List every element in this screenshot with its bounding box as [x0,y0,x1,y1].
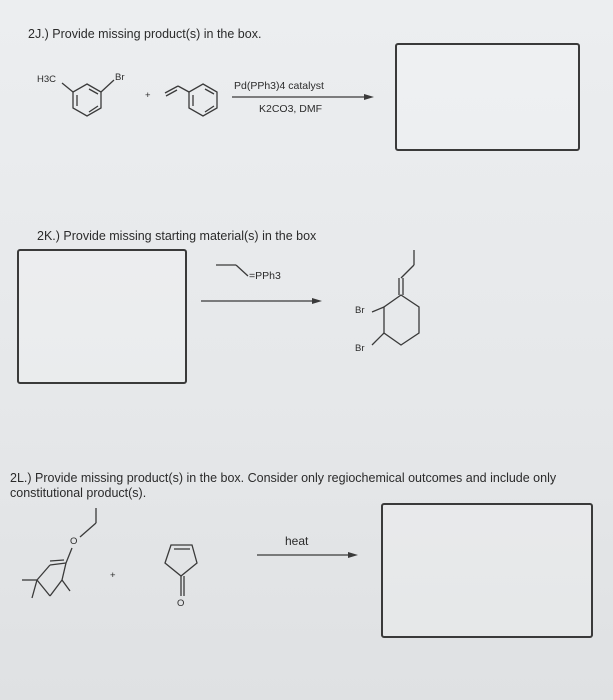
plus-sign: + [145,90,151,101]
bromo-top-label: Br [355,305,365,316]
question-2j-prompt: 2J.) Provide missing product(s) in the box. [28,27,262,41]
question-2l-prompt: 2L.) Provide missing product(s) in the box. Consider only regiochemical outcomes and include only constitutional product(s). [10,471,557,500]
ether-oxygen-label: O [70,536,78,547]
ylide-label: =PPh3 [249,270,281,282]
base-solvent-label: K2CO3, DMF [259,103,323,115]
plus-sign-2l: + [110,570,116,581]
heat-label: heat [285,534,309,548]
methyl-label: H3C [37,74,57,85]
ketone-oxygen-label: O [177,598,185,609]
bromo-label: Br [115,72,125,83]
bromo-bottom-label: Br [355,343,365,354]
catalyst-label: Pd(PPh3)4 catalyst [234,80,324,92]
question-2k-prompt: 2K.) Provide missing starting material(s) in the box [37,229,317,243]
answer-box-2l[interactable] [381,503,593,638]
